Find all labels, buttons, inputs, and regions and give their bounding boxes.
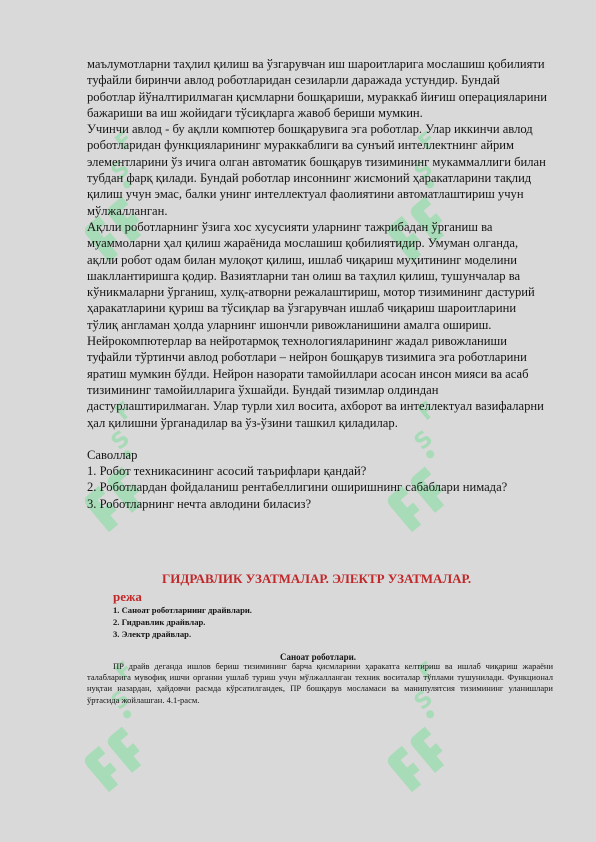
plan-item: 2. Гидравлик драйвлар. — [113, 616, 206, 627]
question-item: 2. Роботлардан фойдаланиш рентабеллигини оширишнинг сабаблари нимада? — [87, 480, 508, 495]
subsection-paragraph: ПР драйв деганда ишлов бериш тизимининг барча қисмларини ҳаракатга келтириш ва ишлаб чиқариш жараёни талабларига мувофиқ ишчи органни ушлаб туриш учун мўлжалланган техник воситалар тўплами тушунилади. Функционал нуқтаи назардан, ҳайдовчи расмда кўрсатилгандек, ПР бошқарув мосламаси ва манипулятсия тизимининг уланишлари ўртасида жойлашган. 4.1-расм. — [87, 661, 553, 705]
plan-list — [113, 605, 252, 640]
questions-block — [87, 447, 549, 512]
question-item: 3. Роботларнинг нечта авлодини биласиз? — [87, 496, 312, 511]
paragraph: Учинчи авлод - бу ақлли компютер бошқарувига эга роботлар. Улар иккинчи авлод роботларидан функцияларининг мураккаблиги ва сунъий интеллектнинг айрим элементларини ўз ичига олган автоматик бошқарув тизимининг мукаммаллиги билан тубдан фарқ қилади. Бундай роботлар инсоннинг жисмоний ҳаракатларини тақлид қилиш учун эмас, балки унинг интеллектуал фаолиятини автоматлаштириш учун мўлжалланган. — [87, 122, 546, 218]
subsection-title: Саноат роботлари. — [279, 652, 357, 662]
questions-heading: Саволлар — [87, 447, 138, 462]
paragraph: Нейрокомпютерлар ва нейротармоқ технологияларининг жадал ривожланиши туфайли тўртинчи авлод роботлари – нейрон бошқарув тизимига эга роботларини яратиш мумкин бўлди. Нейрон назорати тамойиллари асосан инсон мияси ва асаб тизимининг тамойилларига ўхшайди. Бундай тизимлар олдиндан дастурлаштирилмаган. Улар турли хил восита, ахборот ва интеллектуал вазифаларни ҳал қилишни ўрганадилар ва ўз-ўзини ташкил қиладилар. — [87, 334, 544, 430]
section-title: ГИДРАВЛИК УЗАТМАЛАР. ЭЛЕКТР УЗАТМАЛАР. — [162, 571, 472, 586]
plan-item: 1. Саноат роботларнинг драйвлари. — [113, 605, 252, 615]
question-item: 1. Робот техникасининг асосий таърифлари қандай? — [87, 464, 367, 479]
spacer — [87, 431, 549, 447]
main-text-block — [87, 56, 549, 512]
plan-item: 3. Электр драйвлар. — [113, 628, 192, 639]
section-plan-heading: режа — [113, 589, 142, 604]
paragraph: маълумотларни таҳлил қилиш ва ўзгарувчан иш шароитларига мослашиш қобилияти туфайли биринчи авлод роботларидан сезиларли даражада устундир. Бундай роботлар йўналтирилмаган қисмларни бошқариши, мураккаб йиғиш операцияларини бажариши ва иш жойидаги тўсиқларга жавоб бериши мумкин. — [87, 57, 547, 120]
paragraph: Ақлли роботларнинг ўзига хос хусусияти уларнинг тажрибадан ўрганиш ва муаммоларни ҳал қилиш жараёнида мослашиш қобилиятидир. Умуман олганда, ақлли робот одам билан мулоқот қилиш, ишлаб чиқариш муҳитининг моделини шакллантиришга қодир. Вазиятларни тан олиш ва таҳлил қилиш, тушунчалар ва кўникмаларни ўрганиш, хулқ-атворни режалаштириш, мотор тизимининг дастурий ҳаракатларини қуриш ва тўсиқлар ва ўзгарувчан ишлаб чиқариш шароитларини тўлиқ англаман ҳолда уларнинг ишончли ривожланишини амалга ошириш. — [87, 219, 535, 332]
